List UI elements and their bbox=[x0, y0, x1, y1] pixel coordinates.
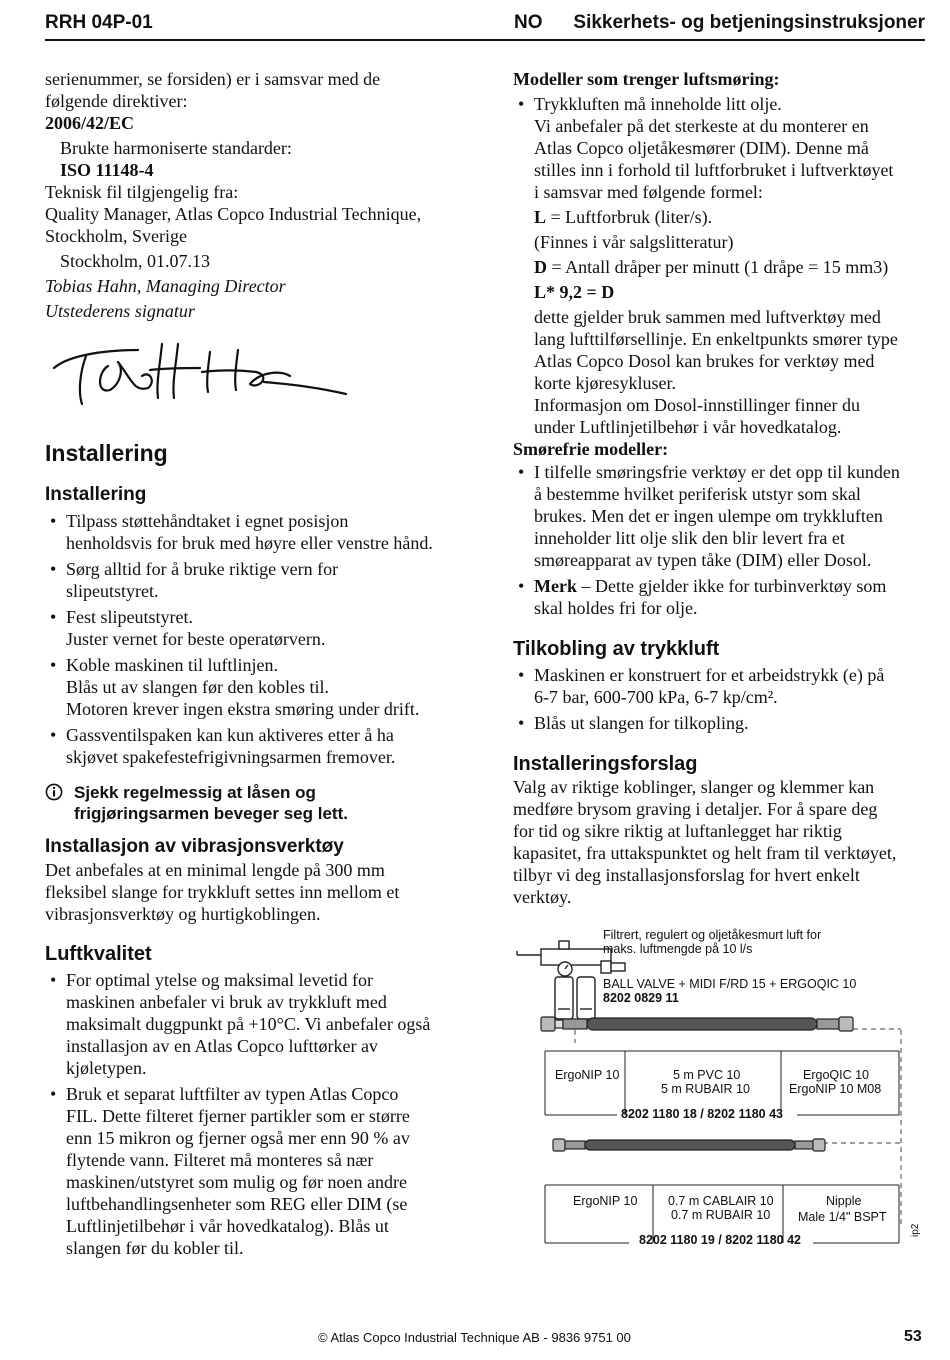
hose1-codes: 8202 1180 18 / 8202 1180 43 bbox=[621, 1107, 783, 1121]
list-item: • Trykkluften må inneholde litt olje. Vi anbefaler på det sterkeste at du monterer en Atlas Copco oljetåkesmører (DIM). Denne må stilles inn i forhold til luftforbruket i luftverktøyet i samsvar med følgende formel: L = Luftforbruk (liter/s). (Finnes i vår salgslitteratur) D = Antall dråper per minutt (1 dråpe = 15 mm3) L* 9,2 = D dette gjelder bruk sammen med luftverktøy med lang lufttilførsellinje. En enkeltpunkts smører type Atlas Copco Dosol kan brukes for verktøy med korte kjøresykluser. Informasjon om Dosol-innstillinger finner du under Luftlinjetilbehør i vår hovedkatalog. bbox=[513, 93, 928, 438]
air-quality-bullets bbox=[45, 969, 465, 1259]
hose2-mid-label: 0.7 m CABLAIR 10 bbox=[668, 1194, 774, 1208]
vib-line: Det anbefales at en minimal lengde på 300 mm bbox=[45, 860, 385, 880]
lubrication-title: Modeller som trenger luftsmøring: bbox=[513, 69, 780, 89]
connection-bullets bbox=[513, 664, 928, 734]
kit-description: BALL VALVE + MIDI F/RD 15 + ERGOQIC 10 bbox=[603, 977, 857, 991]
installation-diagram bbox=[513, 925, 925, 1250]
hose1-mid-label: 5 m RUBAIR 10 bbox=[661, 1082, 750, 1096]
hose1-right-label: ErgoQIC 10 bbox=[803, 1068, 870, 1082]
hose2-right-label: Male 1/4" BSPT bbox=[798, 1210, 887, 1224]
language-code: NO bbox=[514, 12, 543, 33]
suggest-line: medføre brysom graving i detaljer. For å spare deg bbox=[513, 799, 878, 819]
directive: 2006/42/EC bbox=[45, 113, 135, 133]
suggest-line: for tid og sikre riktig at luftanlegget har riktig bbox=[513, 821, 842, 841]
hose1-right-label: ErgoNIP 10 M08 bbox=[789, 1082, 882, 1096]
section-title-installering: Installering bbox=[45, 440, 168, 466]
formula-d: D = Antall dråper per minutt (1 dråpe = 15 mm3) bbox=[534, 257, 889, 277]
hose1-left-label: ErgoNIP 10 bbox=[555, 1068, 620, 1082]
list-item: • Tilpass støttehåndtaket i egnet posisjon henholdsvis for bruk med høyre eller venstre hånd. bbox=[50, 511, 433, 553]
list-item: • Blås ut slangen for tilkopling. bbox=[518, 713, 749, 733]
signatory: Tobias Hahn, Managing Director bbox=[45, 276, 286, 296]
hose2-mid-label: 0.7 m RUBAIR 10 bbox=[671, 1208, 771, 1222]
merk-label: Merk bbox=[534, 576, 577, 596]
subsection-title-installering: Installering bbox=[45, 484, 147, 505]
formula-l: L = Luftforbruk (liter/s). bbox=[534, 207, 713, 227]
tech-file-line: Quality Manager, Atlas Copco Industrial Technique, bbox=[45, 204, 422, 224]
lubfree-bullets bbox=[513, 461, 928, 619]
suggest-line: tilbyr vi deg installasjonsforslag for hvert enkelt bbox=[513, 865, 860, 885]
diagram-caption: Filtrert, regulert og oljetåkesmurt luft for bbox=[603, 928, 822, 942]
list-item: • Bruk et separat luftfilter av typen Atlas Copco FIL. Dette filteret fjerner partikler som er større enn 15 mikron og fjerner også mer enn 90 % av flytende vann. Filteret må monteres så nær maskinen/utstyret som mulig og før noen andre luftbehandlingsenheter som REG eller DIM (se Luftlinjetilbehør i vår hovedkatalog). Blås ut slangen før du kobler til. bbox=[50, 1084, 410, 1258]
hose-2 bbox=[553, 1139, 825, 1151]
tech-file-line: Stockholm, Sverige bbox=[45, 226, 187, 246]
list-item: • Koble maskinen til luftlinjen. Blås ut av slangen før den kobles til. Motoren krever ingen ekstra smøring under drift. bbox=[50, 655, 420, 719]
vib-line: vibrasjonsverktøy og hurtigkoblingen. bbox=[45, 904, 321, 924]
list-item: • I tilfelle smøringsfrie verktøy er det opp til kunden å bestemme hvilket periferisk utstyr som skal brukes. Men det er ingen ulempe om trykkluften inneholder litt olje slik den blir levert fra et smøreapparat av typen tåke (DIM) eller Dosol. bbox=[518, 462, 900, 570]
subsection-title-connection: Tilkobling av trykkluft bbox=[513, 638, 720, 660]
hose2-left-label: ErgoNIP 10 bbox=[573, 1194, 638, 1208]
page-header bbox=[45, 10, 925, 38]
list-item: • Merk – Dette gjelder ikke for turbinverktøy som skal holdes fri for olje. bbox=[518, 576, 887, 618]
list-item: • Maskinen er konstruert for et arbeidstrykk (e) på 6-7 bar, 600-700 kPa, 6-7 kp/cm². bbox=[518, 665, 885, 707]
left-column bbox=[45, 68, 465, 1259]
signature-image bbox=[45, 322, 465, 434]
info-note: Sjekk regelmessig at låsen og frigjøringsarmen beveger seg lett. bbox=[45, 782, 465, 824]
right-column bbox=[513, 68, 928, 908]
place-date: Stockholm, 01.07.13 bbox=[60, 251, 211, 271]
copyright: © Atlas Copco Industrial Technique AB - 9836 9751 00 bbox=[318, 1330, 631, 1345]
vib-line: fleksibel slange for trykkluft settes inn mellom et bbox=[45, 882, 400, 902]
signature-label: Utstederens signatur bbox=[45, 301, 195, 321]
suggest-line: kapasitet, fra uttakspunktet og helt fram til verktøyet, bbox=[513, 843, 897, 863]
formula-note: (Finnes i vår salgslitteratur) bbox=[534, 232, 734, 252]
hose1-mid-label: 5 m PVC 10 bbox=[673, 1068, 741, 1082]
list-item: • Gassventilspaken kan kun aktiveres etter å ha skjøvet spakefestefrigivningsarmen fremover. bbox=[50, 725, 396, 767]
lubfree-title: Smørefrie modeller: bbox=[513, 439, 669, 459]
intro-line: serienummer, se forsiden) er i samsvar med de bbox=[45, 69, 381, 89]
tech-file-line: Teknisk fil tilgjengelig fra: bbox=[45, 182, 239, 202]
header-divider bbox=[45, 39, 925, 41]
subsection-title-vibration: Installasjon av vibrasjonsverktøy bbox=[45, 836, 344, 857]
formula-equation: L* 9,2 = D bbox=[534, 282, 615, 302]
list-item: • Sørg alltid for å bruke riktige vern for slipeutstyret. bbox=[50, 559, 339, 601]
page-footer bbox=[0, 1328, 950, 1350]
hose2-right-label: Nipple bbox=[826, 1194, 862, 1208]
hose2-codes: 8202 1180 19 / 8202 1180 42 bbox=[639, 1233, 801, 1247]
figure-id: ip2 bbox=[910, 1223, 921, 1237]
list-item: • Fest slipeutstyret. Juster vernet for beste operatørvern. bbox=[50, 607, 326, 649]
doc-title: Sikkerhets- og betjeningsinstruksjoner bbox=[573, 12, 925, 33]
standards-label: Brukte harmoniserte standarder: bbox=[60, 138, 292, 158]
intro-line: følgende direktiver: bbox=[45, 91, 188, 111]
list-item: • For optimal ytelse og maksimal levetid for maskinen anbefaler vi bruk av trykkluft med maksimalt duggpunkt på +10°C. Vi anbefaler også installasjon av en Atlas Copco lufttørker av kjøletypen. bbox=[50, 970, 431, 1078]
install-bullets bbox=[45, 510, 465, 768]
lubrication-bullets bbox=[513, 93, 928, 438]
suggest-line: Valg av riktige koblinger, slanger og klemmer kan bbox=[513, 777, 875, 797]
standard: ISO 11148-4 bbox=[60, 160, 154, 180]
info-icon bbox=[45, 783, 63, 801]
doc-code: RRH 04P-01 bbox=[45, 12, 153, 33]
diagram-caption: maks. luftmengde på 10 l/s bbox=[603, 942, 753, 956]
subsection-title-suggestions: Installeringsforslag bbox=[513, 753, 698, 775]
kit-code: 8202 0829 11 bbox=[603, 991, 679, 1005]
page-number: 53 bbox=[904, 1328, 922, 1345]
subsection-title-air-quality: Luftkvalitet bbox=[45, 943, 152, 965]
suggest-line: verktøy. bbox=[513, 887, 572, 907]
